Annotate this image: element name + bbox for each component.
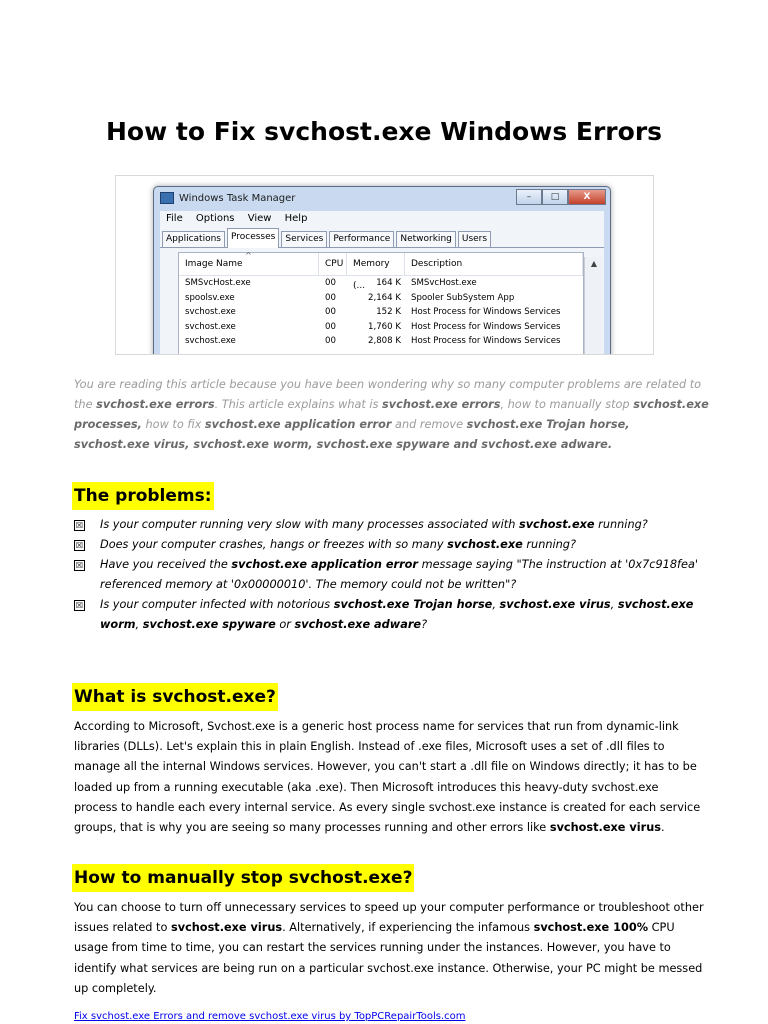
what-heading: What is svchost.exe? xyxy=(72,683,278,711)
list-item xyxy=(74,555,704,595)
list-item xyxy=(74,595,704,635)
vertical-scrollbar[interactable] xyxy=(584,257,603,355)
cell-cpu: 00 xyxy=(325,336,336,346)
paragraph-text: You can choose to turn off unnecessary services to speed up your computer performance or troubleshoot other issues related to xyxy=(74,901,704,935)
tab-bar xyxy=(160,227,604,248)
cell-memory: 164 K xyxy=(376,278,401,288)
cell-cpu: 00 xyxy=(325,307,336,317)
cell-cpu: 00 xyxy=(325,321,336,332)
bullet-keyword: svchost.exe xyxy=(447,538,523,551)
what-paragraph xyxy=(74,717,704,838)
page-title: How to Fix svchost.exe Windows Errors xyxy=(105,117,663,146)
window-controls xyxy=(516,189,606,205)
bullet-text: message saying "The instruction at '0x7c918fea' referenced memory at '0x00000010'. The memory could not be written"? xyxy=(100,558,698,591)
menu-file[interactable]: File xyxy=(166,213,183,224)
cell-image-name: svchost.exe xyxy=(185,321,236,332)
cell-memory: 2,808 K xyxy=(368,336,401,346)
problems-list xyxy=(74,515,704,635)
bullet-keyword: svchost.exe virus xyxy=(499,598,611,611)
intro-text: how to fix xyxy=(141,418,205,431)
tab-networking[interactable]: Networking xyxy=(396,231,456,247)
menu-options[interactable]: Options xyxy=(195,213,235,224)
bullet-keyword: svchost.exe worm xyxy=(100,598,694,631)
problems-heading: The problems: xyxy=(72,482,214,510)
intro-keyword: svchost.exe application error xyxy=(204,418,392,431)
column-cpu[interactable]: CPU xyxy=(319,253,347,275)
tab-performance[interactable]: Performance xyxy=(329,231,394,247)
bullet-text: Is your computer infected with notorious xyxy=(100,598,334,611)
cell-description: SMSvcHost.exe xyxy=(411,278,477,288)
bullet-text: running? xyxy=(594,518,648,531)
processes-panel xyxy=(160,248,604,355)
paragraph-text: According to Microsoft, Svchost.exe is a generic host process name for services that run from dynamic-link libraries (DLLs). Let's explain this in plain English. Instead of .exe files, Microsoft uses a set of .dll files to manage all the internal Windows services. However, you can't start a .dll file on Windows directly; it has to be loaded up from a running executable (aka .exe). Then Microsoft introduces this heavy-duty svchost.exe process to handle each every internal service. As every single svchost.exe instance is created for each service groups, that is why you are seeing so many processes running and other errors like xyxy=(74,720,701,835)
cell-description: Host Process for Windows Services xyxy=(411,336,561,346)
cell-memory: 1,760 K xyxy=(368,321,401,332)
intro-keyword: svchost.exe errors xyxy=(96,398,215,411)
checkbox-x-icon: ☒ xyxy=(75,601,84,610)
column-description[interactable]: Description xyxy=(405,253,583,275)
bullet-text: , xyxy=(610,598,618,611)
task-manager-screenshot xyxy=(115,175,654,355)
cell-image-name: SMSvcHost.exe xyxy=(185,278,251,288)
tab-services[interactable]: Services xyxy=(281,231,327,247)
bullet-keyword: svchost.exe adware xyxy=(294,618,422,631)
table-row[interactable] xyxy=(179,305,583,320)
column-label: Image Name xyxy=(185,259,243,269)
paragraph-keyword: svchost.exe 100% xyxy=(533,921,649,935)
column-memory[interactable]: Memory (... xyxy=(347,253,405,275)
menu-view[interactable]: View xyxy=(247,213,272,224)
paragraph-keyword: svchost.exe virus xyxy=(170,921,283,935)
list-item xyxy=(74,515,704,535)
task-manager-window xyxy=(153,186,611,355)
cell-description: Spooler SubSystem App xyxy=(411,292,515,303)
intro-text: . This article explains what is xyxy=(214,398,383,411)
intro-paragraph xyxy=(74,375,709,455)
intro-text: You are reading this article because you have been wondering why so many computer problems are related to the xyxy=(74,378,702,411)
scroll-up-icon[interactable]: ▲ xyxy=(590,259,598,268)
bullet-text: running? xyxy=(522,538,576,551)
paragraph-text: . xyxy=(660,821,665,835)
bullet-text: ? xyxy=(421,618,428,631)
bullet-text: Have you received the xyxy=(100,558,232,571)
table-row[interactable] xyxy=(179,291,583,306)
intro-text: and remove xyxy=(391,418,467,431)
checkbox-x-icon: ☒ xyxy=(75,561,84,570)
close-button[interactable]: X xyxy=(568,189,606,205)
table-row[interactable] xyxy=(179,334,583,349)
table-row[interactable] xyxy=(179,276,583,291)
bullet-text: , xyxy=(135,618,143,631)
menu-bar xyxy=(160,211,604,227)
list-item xyxy=(74,535,704,555)
cell-image-name: svchost.exe xyxy=(185,336,236,346)
paragraph-keyword: svchost.exe virus xyxy=(549,821,661,835)
tab-users[interactable]: Users xyxy=(458,231,491,247)
intro-text: , how to manually stop xyxy=(500,398,634,411)
bullet-keyword: svchost.exe xyxy=(518,518,595,531)
minimize-button[interactable]: – xyxy=(516,189,542,205)
column-image-name[interactable] xyxy=(179,253,319,275)
bullet-text: Is your computer running very slow with many processes associated with xyxy=(100,518,519,531)
checkbox-x-icon: ☒ xyxy=(75,521,84,530)
cell-description: Host Process for Windows Services xyxy=(411,307,561,317)
menu-help[interactable]: Help xyxy=(284,213,308,224)
cell-cpu: 00 xyxy=(325,278,336,288)
cell-image-name: spoolsv.exe xyxy=(185,292,235,303)
maximize-button[interactable]: □ xyxy=(542,189,568,205)
checkbox-x-icon: ☒ xyxy=(75,541,84,550)
stop-paragraph xyxy=(74,898,704,999)
bullet-text: , xyxy=(492,598,500,611)
task-manager-icon xyxy=(160,192,174,204)
cell-image-name: svchost.exe xyxy=(185,307,236,317)
window-title: Windows Task Manager xyxy=(179,193,296,204)
bullet-keyword: svchost.exe spyware xyxy=(142,618,276,631)
bullet-text: or xyxy=(275,618,295,631)
table-row[interactable] xyxy=(179,320,583,335)
sort-arrow-icon: ^ xyxy=(245,251,252,260)
cell-cpu: 00 xyxy=(325,292,336,303)
cell-memory: 2,164 K xyxy=(368,292,401,303)
bullet-keyword: svchost.exe application error xyxy=(231,558,418,571)
stop-heading: How to manually stop svchost.exe? xyxy=(72,864,414,892)
tab-applications[interactable]: Applications xyxy=(162,231,225,247)
intro-keyword: svchost.exe errors xyxy=(382,398,501,411)
process-table xyxy=(178,251,598,355)
bullet-text: Does your computer crashes, hangs or freezes with so many xyxy=(100,538,448,551)
intro-keyword: svchost.exe processes, xyxy=(74,398,709,431)
cell-description: Host Process for Windows Services xyxy=(411,321,561,332)
paragraph-text: CPU usage from time to time, you can restart the services running under the instances. However, you have to identify what services are being run on a particular svchost.exe instance. Otherwise, your PC might be messed up completely. xyxy=(74,921,703,995)
intro-keyword: svchost.exe Trojan horse, svchost.exe virus, svchost.exe worm, svchost.exe spyware and svchost.exe adware. xyxy=(74,418,630,451)
paragraph-text: . Alternatively, if experiencing the infamous xyxy=(282,921,534,935)
tab-processes[interactable]: Processes xyxy=(227,228,279,248)
cell-memory: 152 K xyxy=(376,307,401,317)
footer-link[interactable]: Fix svchost.exe Errors and remove svchost.exe virus by TopPCRepairTools.com xyxy=(74,1011,466,1022)
bullet-keyword: svchost.exe Trojan horse xyxy=(333,598,493,611)
